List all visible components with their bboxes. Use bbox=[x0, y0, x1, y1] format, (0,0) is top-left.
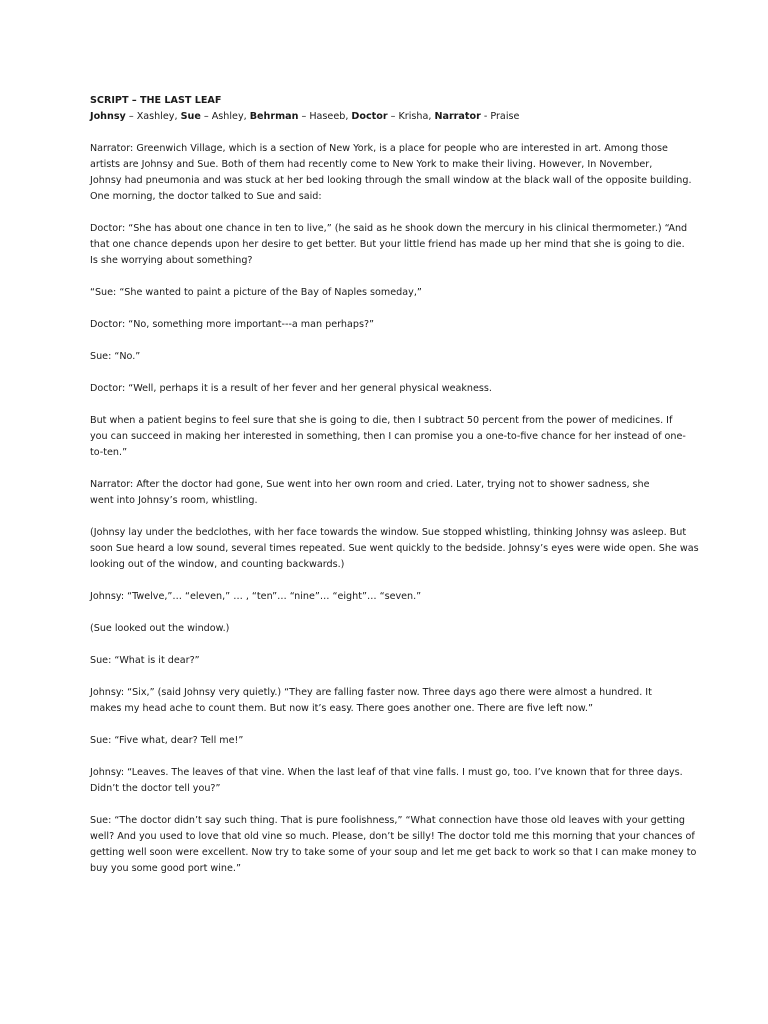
paragraph-line: artists are Johnsy and Sue. Both of them had recently come to New York to make their living. However, In November, bbox=[90, 159, 653, 170]
paragraph-line: Narrator: After the doctor had gone, Sue went into her own room and cried. Later, trying not to shower sadness, she bbox=[90, 479, 650, 490]
paragraph-gap bbox=[90, 605, 690, 621]
paragraph-gap bbox=[90, 717, 690, 733]
paragraph bbox=[90, 589, 690, 605]
cast-list bbox=[90, 109, 690, 125]
paragraph-line: Johnsy: “Six,” (said Johnsy very quietly.) “They are falling faster now. Three days ago there were almost a hundred. It bbox=[90, 687, 652, 698]
paragraph-line: (Sue looked out the window.) bbox=[90, 623, 230, 634]
paragraph-line: makes my head ache to count them. But now it’s easy. There goes another one. There are five left now.” bbox=[90, 703, 593, 714]
cast-role-sue: Sue bbox=[180, 111, 201, 122]
paragraph bbox=[90, 525, 699, 573]
paragraph-line: Doctor: “Well, perhaps it is a result of her fever and her general physical weakness. bbox=[90, 383, 492, 394]
cast-role-narrator: Narrator bbox=[434, 111, 481, 122]
paragraph bbox=[90, 285, 690, 301]
cast-sep: - bbox=[480, 111, 491, 122]
paragraph-line: Johnsy: “Twelve,”… “eleven,” … , “ten”… “nine”… “eight”… “seven.” bbox=[90, 591, 422, 602]
paragraph-line: that one chance depends upon her desire to get better. But your little friend has made up her mind that she is going to die. bbox=[90, 239, 685, 250]
paragraph bbox=[90, 477, 690, 509]
script-title: SCRIPT – THE LAST LEAF bbox=[90, 95, 222, 106]
paragraph-line: Johnsy: “Leaves. The leaves of that vine. When the last leaf of that vine falls. I must go, too. I’ve known that for three days. bbox=[90, 767, 683, 778]
paragraph bbox=[90, 653, 690, 669]
cast-actor-sue: Ashley, bbox=[211, 111, 250, 122]
paragraph bbox=[90, 317, 690, 333]
paragraph-gap bbox=[90, 365, 690, 381]
cast-role-doctor: Doctor bbox=[351, 111, 388, 122]
paragraph bbox=[90, 685, 690, 717]
paragraph-gap bbox=[90, 669, 690, 685]
cast-sep: – bbox=[125, 111, 137, 122]
paragraph-line: Sue: “No.” bbox=[90, 351, 141, 362]
cast-actor-johnsy: Xashley, bbox=[136, 111, 181, 122]
paragraph-gap bbox=[90, 797, 690, 813]
paragraph bbox=[90, 621, 690, 637]
paragraph-gap bbox=[90, 461, 690, 477]
paragraph-line: “Sue: “She wanted to paint a picture of the Bay of Naples someday,” bbox=[90, 287, 422, 298]
paragraph bbox=[90, 221, 690, 269]
paragraph-gap bbox=[90, 637, 690, 653]
paragraph-line: Sue: “Five what, dear? Tell me!” bbox=[90, 735, 244, 746]
cast-sep: – bbox=[298, 111, 310, 122]
paragraph-gap bbox=[90, 269, 690, 285]
paragraph-line: Johnsy had pneumonia and was stuck at her bed looking through the small window at the black wall of the opposite building. bbox=[90, 175, 692, 186]
paragraph-line: Sue: “The doctor didn’t say such thing. That is pure foolishness,” “What connection have those old leaves with your getting bbox=[90, 815, 686, 826]
paragraph-line: Doctor: “She has about one chance in ten to live,” (he said as he shook down the mercury in his clinical thermometer.) “And bbox=[90, 223, 688, 234]
paragraph-gap bbox=[90, 333, 690, 349]
paragraph bbox=[90, 349, 690, 365]
paragraph-line: Doctor: “No, something more important---a man perhaps?” bbox=[90, 319, 375, 330]
paragraph-line: looking out of the window, and counting backwards.) bbox=[90, 559, 345, 570]
script-page bbox=[90, 93, 699, 877]
cast-role-behrman: Behrman bbox=[249, 111, 299, 122]
script-body bbox=[90, 125, 699, 877]
cast-actor-doctor: Krisha, bbox=[398, 111, 435, 122]
paragraph-gap bbox=[90, 301, 690, 317]
paragraph-line: Sue: “What is it dear?” bbox=[90, 655, 200, 666]
paragraph-line: Is she worrying about something? bbox=[90, 255, 253, 266]
paragraph bbox=[90, 765, 690, 797]
cast-sep: – bbox=[387, 111, 399, 122]
paragraph-line: getting well soon were excellent. Now try to take some of your soup and let me get back to work so that I can make money to bbox=[90, 847, 697, 858]
paragraph-line: you can succeed in making her interested in something, then I can promise you a one-to-five chance for her instead of one- bbox=[90, 431, 686, 442]
paragraph bbox=[90, 733, 690, 749]
paragraph-gap bbox=[90, 573, 690, 589]
cast-sep: – bbox=[200, 111, 212, 122]
paragraph-line: (Johnsy lay under the bedclothes, with her face towards the window. Sue stopped whistling, thinking Johnsy was asleep. But bbox=[90, 527, 687, 538]
paragraph-gap bbox=[90, 397, 690, 413]
cast-actor-behrman: Haseeb, bbox=[309, 111, 352, 122]
paragraph-line: Didn’t the doctor tell you?” bbox=[90, 783, 221, 794]
cast-actor-narrator: Praise bbox=[490, 111, 520, 122]
paragraph-line: But when a patient begins to feel sure that she is going to die, then I subtract 50 percent from the power of medicines. If bbox=[90, 415, 673, 426]
paragraph-line: went into Johnsy’s room, whistling. bbox=[90, 495, 258, 506]
paragraph-line: One morning, the doctor talked to Sue and said: bbox=[90, 191, 322, 202]
paragraph-gap bbox=[90, 749, 690, 765]
paragraph-line: well? And you used to love that old vine so much. Please, don’t be silly! The doctor told me this morning that your chances of bbox=[90, 831, 695, 842]
paragraph-gap bbox=[90, 205, 690, 221]
paragraph bbox=[90, 413, 690, 461]
paragraph bbox=[90, 813, 697, 877]
cast-role-johnsy: Johnsy bbox=[90, 111, 126, 122]
paragraph-line: to-ten.” bbox=[90, 447, 128, 458]
paragraph bbox=[90, 381, 690, 397]
paragraph-line: buy you some good port wine.” bbox=[90, 863, 241, 874]
paragraph-line: Narrator: Greenwich Village, which is a section of New York, is a place for people who are interested in art. Among those bbox=[90, 143, 668, 154]
paragraph-gap bbox=[90, 125, 690, 141]
paragraph-gap bbox=[90, 509, 690, 525]
paragraph bbox=[90, 141, 690, 205]
paragraph-line: soon Sue heard a low sound, several times repeated. Sue went quickly to the bedside. Johnsy’s eyes were wide open. She was bbox=[90, 543, 699, 554]
